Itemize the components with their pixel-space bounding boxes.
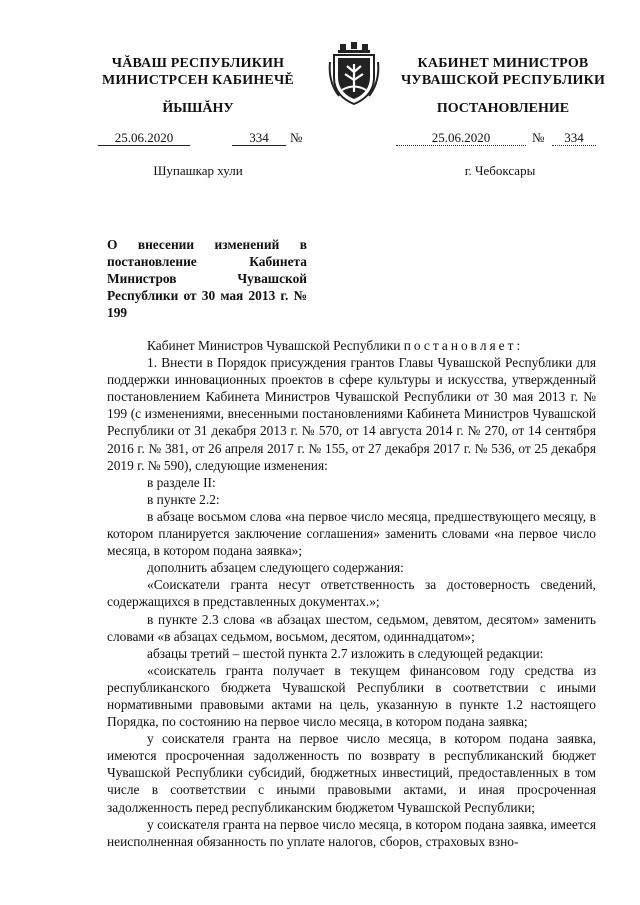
- right-number-sign: №: [532, 130, 545, 145]
- document-title: О внесении изменений в постановление Кабинета Министров Чувашской Республики от 30 мая 2013 г. № 199: [107, 237, 307, 320]
- right-date: 25.06.2020: [396, 130, 526, 146]
- body-paragraph: у соискателя гранта на первое число месяца, в котором подана заявка, имеется неисполненная обязанность по уплате налогов, сборов, страховых взно-: [107, 816, 596, 849]
- right-doc-type: ПОСТАНОВЛЕНИЕ: [436, 101, 570, 116]
- body-paragraph: дополнить абзацем следующего содержания:: [147, 560, 404, 576]
- left-number-sign: №: [290, 130, 303, 145]
- body-paragraph: в пункте 2.3 слова «в абзацах шестом, седьмом, девятом, десятом» заменить словами «в абзацах седьмом, восьмом, десятом, одиннадцатом»;: [107, 611, 596, 644]
- body-paragraph: в пункте 2.2:: [147, 491, 220, 507]
- intro-paragraph: [107, 337, 596, 354]
- right-header-line2: ЧУВАШСКОЙ РЕСПУБЛИКИ: [400, 73, 606, 88]
- left-header: [88, 55, 308, 89]
- body-paragraph: «соискатель гранта получает в текущем финансовом году средства из республиканского бюджета Чувашской Республики в соответствии с иными нормативными правовыми актами на цель, указанную в пункте 1.2 настоящего Порядка, по состоянию на первое число месяца, в котором подана заявка;: [107, 662, 596, 730]
- body-paragraph: абзацы третий – шестой пункта 2.7 изложить в следующей редакции:: [147, 645, 544, 661]
- left-city: Шупашкар хули: [153, 163, 243, 178]
- body-paragraph: у соискателя гранта на первое число месяца, в котором подана заявка, имеются просроченная задолженность по возврату в республиканский бюджет Чувашской Республики субсидий, бюджетных инвестиций, предоставленных в том числе в соответствии с иными правовыми актами, и иная просроченная задолженность перед республиканским бюджетом Чувашской Республики;: [107, 731, 596, 815]
- left-date: 25.06.2020: [98, 130, 190, 146]
- left-doc-type: ЙЫШĂНУ: [162, 101, 234, 116]
- right-header-line1: КАБИНЕТ МИНИСТРОВ: [417, 56, 589, 71]
- body-paragraph: 1. Внести в Порядок присуждения грантов Главы Чувашской Республики для поддержки инновационных проектов в сфере культуры и искусства, утвержденный постановлением Кабинета Министров Чувашской Республики от 30 мая 2013 г. № 199 (с изменениями, внесенными постановлениями Кабинета Министров Чувашской Республики от 31 декабря 2013 г. № 570, от 14 августа 2014 г. № 270, от 14 сентября 2016 г. № 381, от 26 апреля 2017 г. № 155, от 27 декабря 2017 г. № 536, от 25 декабря 2019 г. № 590), следующие изменения:: [107, 355, 596, 473]
- intro-resolves: постановляет:: [403, 338, 524, 353]
- right-header: [388, 55, 618, 89]
- body-paragraph: в разделе II:: [147, 474, 216, 490]
- left-header-line1: ЧĂВАШ РЕСПУБЛИКИН: [111, 56, 285, 71]
- intro-prefix: Кабинет Министров Чувашской Республики: [147, 338, 404, 353]
- chuvash-coat-of-arms-icon: [327, 42, 381, 106]
- left-header-line2: МИНИСТРСЕН КАБИНЕЧĚ: [102, 73, 294, 88]
- body-paragraph: в абзаце восьмом слова «на первое число месяца, предшествующего месяцу, в котором планируется заключение соглашения» заменить словами «на первое число месяца, в котором подана заявка»;: [107, 508, 596, 559]
- right-city: г. Чебоксары: [464, 163, 536, 178]
- right-number: 334: [552, 130, 596, 146]
- body-paragraph: «Соискатели гранта несут ответственность за достоверность сведений, содержащихся в представленных документах.»;: [107, 577, 596, 610]
- document-body: [107, 337, 596, 850]
- left-number: 334: [232, 130, 286, 146]
